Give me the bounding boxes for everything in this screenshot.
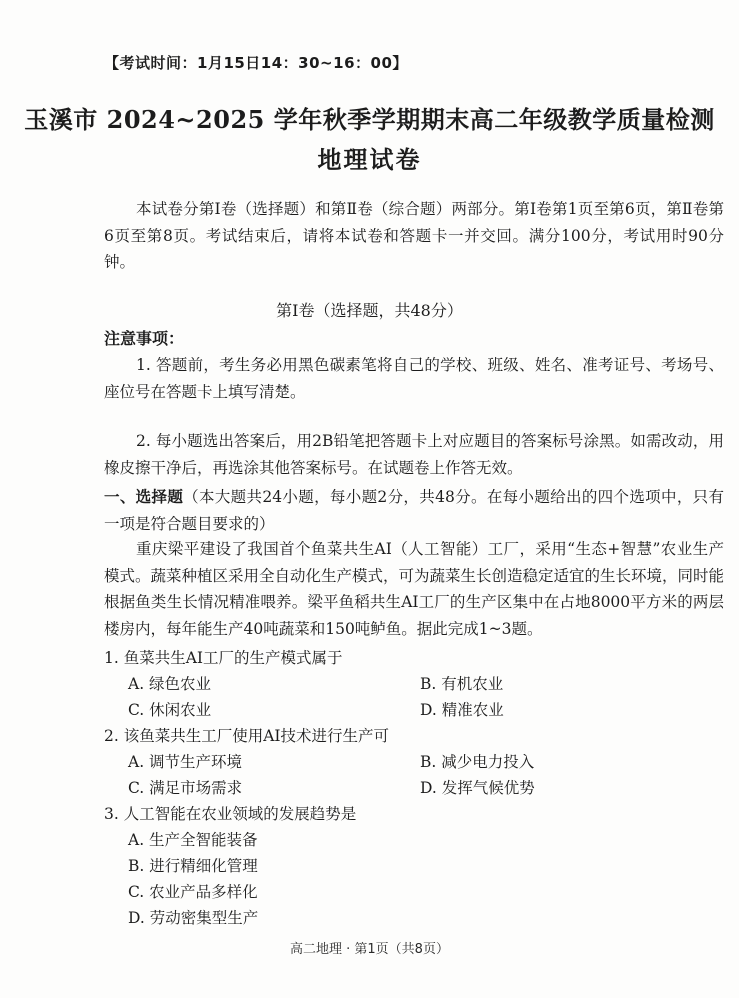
exam-title: 玉溪市 2024~2025 学年秋季学期期末高二年级教学质量检测 [24,105,715,134]
question-3-option-a: A. 生产全智能装备 [128,831,258,849]
material-passage: 重庆梁平建设了我国首个鱼菜共生AI（人工智能）工厂，采用“生态+智慧”农业生产模式。蔬菜种植区采用全自动化生产模式，可为蔬菜生长创造稳定适宜的生长环境，同时能根据鱼类生长情况精准喂养。梁平鱼稻共生AI工厂的生产区集中在占地8000平方米的两层楼房内，每年能生产40吨蔬菜和150吨鲈鱼。据此完成1~3题。 [104,540,725,638]
question-2-option-d: D. 发挥气候优势 [420,779,535,797]
question-2-option-c: C. 满足市场需求 [128,779,243,797]
question-3-option-b: B. 进行精细化管理 [128,857,258,875]
question-2-option-a: A. 调节生产环境 [128,753,243,771]
question-1-option-a: A. 绿色农业 [128,675,212,693]
section-heading: 第Ⅰ卷（选择题，共48分） [276,301,463,320]
question-2-option-b: B. 减少电力投入 [420,753,535,771]
question-2-stem: 2. 该鱼菜共生工厂使用AI技术进行生产可 [104,727,390,745]
exam-time: 【考试时间：1月15日14：30~16：00】 [104,54,408,72]
notice-title: 注意事项： [104,329,185,348]
part-one-desc: （本大题共24小题，每小题2分，共48分。在每小题给出的四个选项中，只有一项是符合题目要求的） [104,488,724,533]
exam-subject: 地理试卷 [317,145,422,174]
question-1-option-b: B. 有机农业 [420,675,504,693]
question-1-option-d: D. 精准农业 [420,701,504,719]
question-3-stem: 3. 人工智能在农业领域的发展趋势是 [104,805,357,823]
intro-paragraph: 本试卷分第Ⅰ卷（选择题）和第Ⅱ卷（综合题）两部分。第Ⅰ卷第1页至第6页，第Ⅱ卷第6页至第8页。考试结束后，请将本试卷和答题卡一并交回。满分100分，考试用时90分钟。 [104,200,724,271]
part-one-heading [104,484,724,537]
page-footer: 高二地理 · 第1页（共8页） [290,942,449,957]
question-3-option-d: D. 劳动密集型生产 [128,909,259,927]
notice-item-2: 2. 每小题选出答案后，用2B铅笔把答题卡上对应题目的答案标号涂黑。如需改动，用橡皮擦干净后，再选涂其他答案标号。在试题卷上作答无效。 [104,432,724,477]
part-one-lead: 一、选择题 [104,488,184,506]
question-3-option-c: C. 农业产品多样化 [128,883,258,901]
question-1-stem: 1. 鱼菜共生AI工厂的生产模式属于 [104,649,343,667]
notice-item-1: 1. 答题前，考生务必用黑色碳素笔将自己的学校、班级、姓名、准考证号、考场号、座位号在答题卡上填写清楚。 [104,356,724,401]
question-1-option-c: C. 休闲农业 [128,701,212,719]
